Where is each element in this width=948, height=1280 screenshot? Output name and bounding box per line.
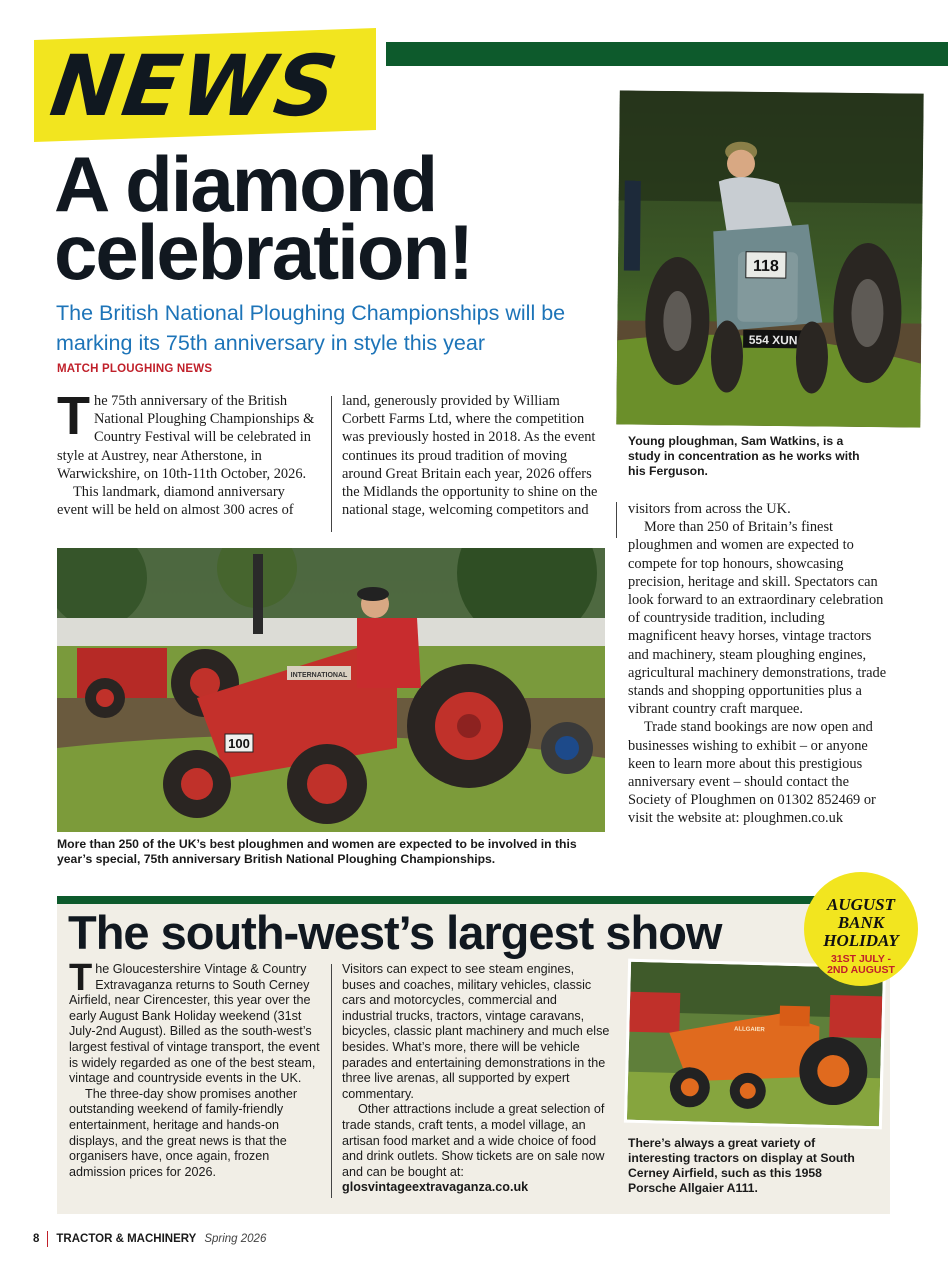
footer-separator: [47, 1231, 48, 1247]
badge-line-1: AUGUST: [826, 895, 895, 914]
badge-title: [804, 896, 918, 950]
photo-lower-brand: ALLGAIER: [733, 1026, 765, 1034]
magazine-name: TRACTOR & MACHINERY: [56, 1233, 197, 1245]
article-paragraph-3: land, generously provided by William Corbett Farms Ltd, where the competition was previously hosted in 2018. As the event continues its proud tradition of moving around Great Britain each year, 2026 offers the Midlands the opportunity to shine on the national stage, welcoming competitors and: [342, 393, 598, 519]
photo-main-brand-label: INTERNATIONAL: [290, 672, 348, 679]
photo-young-ploughman: [616, 90, 923, 427]
article-paragraph-5: More than 250 of Britain’s finest ploughmen and women are expected to compete for top honours, showcasing precision, heritage and skill. Spectators can look forward to an extraordinary celebration of countryside tradition, including magnificent heavy horses, vintage tractors and machinery, steam ploughing engines, agricultural machinery demonstrations, trade stands and shopping opportunities plus a vibrant country craft marquee.: [628, 519, 887, 718]
page-number: 8: [33, 1233, 40, 1245]
badge-line-2: BANK: [837, 913, 885, 932]
lower-paragraph-3: Visitors can expect to see steam engines, buses and coaches, military vehicles, classic cars and motorcycles, commercial and industrial trucks, tractors, vintage caravans, bicycles, classic plant machinery and much else besides. What’s more, there will be vehicle parades and entertaining demonstrations in the three live arenas, all supported by expert commentary.: [342, 962, 610, 1101]
article-paragraph-4: visitors from across the UK.: [628, 501, 791, 517]
lower-section-green-bar: [57, 896, 890, 904]
lower-dropcap: T: [69, 957, 93, 999]
photo-red-tractor: [57, 548, 605, 832]
photo-red-tractor-caption: More than 250 of the UK’s best ploughmen and women are expected to be involved in this year’s special, 75th anniversary British National Ploughing Championships.: [57, 837, 577, 866]
lower-column-1: [69, 957, 321, 1180]
article-paragraph-6: Trade stand bookings are now open and businesses wishing to exhibit – or anyone keen to learn more about this prestigious anniversary event – should contact the Society of Ploughmen on 01302 852469 or visit the website at: ploughmen.co.uk: [628, 719, 876, 827]
headline-line-2: celebration!: [54, 208, 473, 296]
badge-date-line-2: 2ND AUGUST: [827, 964, 895, 976]
headline: [54, 140, 614, 296]
lower-column-divider: [331, 964, 332, 1198]
photo-porsche-allgaier-image: [627, 962, 883, 1127]
lower-column-2: [342, 962, 610, 1196]
byline: MATCH PLOUGHING NEWS: [57, 363, 213, 375]
lower-paragraph-4: [342, 1102, 610, 1196]
header-green-bar: [386, 42, 948, 66]
article-dropcap: T: [57, 386, 90, 446]
column-divider-1: [331, 396, 332, 532]
photo-young-ploughman-caption: Young ploughman, Sam Watkins, is a study in concentration as he works with his Ferguson.: [628, 434, 860, 478]
article-column-3: [628, 500, 888, 828]
lower-section-title: The south-west’s largest show: [68, 906, 722, 959]
badge-date: [804, 954, 918, 976]
issue-label: Spring 2026: [204, 1233, 267, 1245]
page-footer: [33, 1231, 266, 1247]
photo-red-tractor-image: [57, 548, 605, 832]
news-banner-label: NEWS: [45, 37, 344, 135]
photo-top-plate-number: 118: [752, 257, 779, 276]
article-paragraph-2: This landmark, diamond anniversary event will be held on almost 300 acres of: [57, 484, 294, 519]
badge-date-line-1: 31ST JULY -: [830, 953, 892, 965]
lower-paragraph-2: The three-day show promises another outstanding weekend of family-friendly entertainment, heritage and hands-on displays, and the great news is that the organisers have, once again, frozen admission prices for 2026.: [69, 1086, 298, 1179]
lower-paragraph-1-text: he Gloucestershire Vintage & Country Extravaganza returns to South Cerney Airfield, near Cirencester, this year over the early August Bank Holiday weekend (31st July-2nd August). Billed as the south-west’s largest festival of vintage transport, the event is widely regarded as one of the best steam, vintage and countryside events in the UK.: [69, 962, 320, 1086]
article-column-2: [342, 392, 604, 519]
photo-porsche-allgaier-caption: There’s always a great variety of interesting tractors on display at South Cerney Airfield, such as this 1958 Porsche Allgaier A111.: [628, 1136, 855, 1195]
article-paragraph-1-text: he 75th anniversary of the British National Ploughing Championships & Country Festival will be celebrated in style at Austrey, near Atherstone, in Warwickshire, on 10th-11th October, 2026.: [57, 393, 315, 482]
photo-top-reg-plate: 554 XUN: [748, 332, 798, 348]
article-column-1: [57, 386, 319, 519]
standfirst: The British National Ploughing Championships will be marking its 75th anniversary in style this year: [56, 301, 566, 355]
lower-paragraph-1: [69, 957, 321, 1087]
article-paragraph-1: [57, 386, 319, 483]
show-website-link[interactable]: glosvintageextravaganza.co.uk: [342, 1180, 529, 1195]
headline-line-1: A diamond: [54, 140, 437, 228]
august-bank-holiday-badge: [804, 872, 918, 986]
lower-paragraph-4-text: Other attractions include a great selection of trade stands, craft tents, a model village, an artisan food market and a wide choice of food and drink outlets. Show tickets are on sale now and can be bought at:: [342, 1102, 605, 1179]
photo-young-ploughman-image: [616, 90, 923, 427]
column-divider-2: [616, 502, 617, 538]
badge-line-3: HOLIDAY: [823, 931, 899, 950]
photo-main-plate-number: 100: [228, 736, 250, 751]
